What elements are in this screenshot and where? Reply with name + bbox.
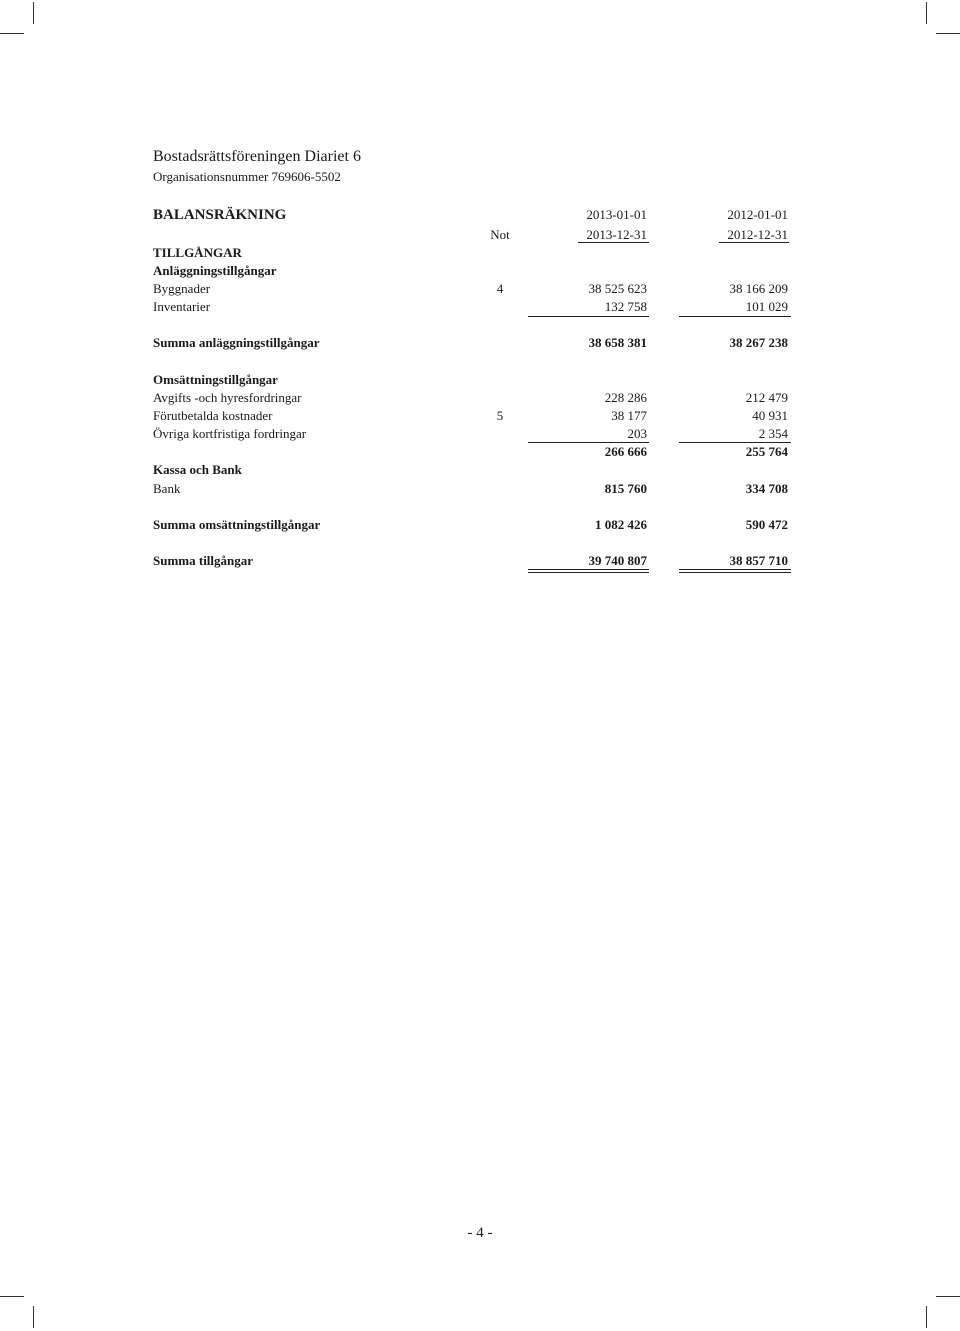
fixed-sum-label: Summa anläggningstillgångar	[153, 335, 320, 350]
table-row	[0, 407, 960, 425]
receivables-sum-2013: 266 666	[604, 444, 647, 459]
period-row	[0, 226, 960, 244]
crop-mark	[33, 1306, 34, 1328]
crop-mark	[936, 1296, 960, 1297]
fixed-assets-heading: Anläggningstillgångar	[153, 263, 277, 278]
table-row	[0, 425, 960, 443]
current-sum-2013: 1 082 426	[595, 517, 647, 532]
table-row	[0, 389, 960, 407]
subtotal-line	[528, 316, 649, 317]
current-heading-row	[0, 371, 960, 389]
row-value-2012: 40 931	[752, 408, 788, 423]
current-assets-heading: Omsättningstillgångar	[153, 372, 278, 387]
fixed-heading-row	[0, 262, 960, 280]
crop-mark	[936, 33, 960, 34]
row-value-2013: 132 758	[604, 299, 647, 314]
current-sum-row	[0, 516, 960, 534]
receivables-sum-row	[0, 443, 960, 461]
crop-mark	[926, 1306, 927, 1328]
total-label: Summa tillgångar	[153, 553, 254, 568]
not-label: Not	[490, 227, 510, 242]
fixed-sum-2013: 38 658 381	[588, 335, 647, 350]
assets-heading: TILLGÅNGAR	[153, 245, 242, 260]
row-label: Förutbetalda kostnader	[153, 408, 273, 423]
row-value-2012: 101 029	[745, 299, 788, 314]
current-sum-2012: 590 472	[745, 517, 788, 532]
col1-header-underline	[578, 242, 649, 243]
row-note: 4	[496, 281, 504, 296]
bank-2012: 334 708	[745, 481, 788, 496]
table-row	[0, 480, 960, 498]
total-double-line	[528, 572, 649, 573]
crop-mark	[0, 1296, 24, 1297]
row-label: Avgifts -och hyresfordringar	[153, 390, 302, 405]
subtotal-line	[679, 316, 791, 317]
balance-title: BALANSRÄKNING	[153, 207, 287, 223]
col2-from: 2012-01-01	[727, 207, 788, 222]
org-name: Bostadsrättsföreningen Diariet 6	[153, 148, 361, 165]
table-row	[0, 280, 960, 298]
row-value-2012: 2 354	[758, 426, 788, 441]
balance-title-row	[0, 206, 960, 224]
col1-from: 2013-01-01	[586, 207, 647, 222]
row-value-2012: 212 479	[745, 390, 788, 405]
current-sum-label: Summa omsättningstillgångar	[153, 517, 321, 532]
table-row	[0, 298, 960, 316]
row-label: Inventarier	[153, 299, 211, 314]
row-value-2013: 203	[627, 426, 647, 441]
assets-heading-row	[0, 244, 960, 262]
total-2012: 38 857 710	[729, 553, 788, 568]
row-value-2013: 38 177	[611, 408, 647, 423]
total-row	[0, 552, 960, 570]
crop-mark	[0, 33, 24, 34]
row-label: Övriga kortfristiga fordringar	[153, 426, 307, 441]
row-note: 5	[496, 408, 504, 423]
row-value-2013: 38 525 623	[588, 281, 647, 296]
fixed-sum-2012: 38 267 238	[729, 335, 788, 350]
cash-heading-row	[0, 461, 960, 479]
total-double-line	[679, 569, 791, 570]
col1-to: 2013-12-31	[586, 227, 647, 242]
total-double-line	[528, 569, 649, 570]
fixed-sum-row	[0, 334, 960, 352]
row-label: Byggnader	[153, 281, 211, 296]
total-2013: 39 740 807	[588, 553, 647, 568]
cash-heading: Kassa och Bank	[153, 462, 242, 477]
col2-to: 2012-12-31	[727, 227, 788, 242]
total-double-line	[679, 572, 791, 573]
row-value-2012: 38 166 209	[729, 281, 788, 296]
crop-mark	[926, 2, 927, 24]
crop-mark	[33, 2, 34, 24]
page-number: - 4 -	[467, 1225, 493, 1241]
col2-header-underline	[719, 242, 789, 243]
bank-2013: 815 760	[604, 481, 647, 496]
receivables-sum-2012: 255 764	[745, 444, 788, 459]
row-value-2013: 228 286	[604, 390, 647, 405]
row-label: Bank	[153, 481, 181, 496]
org-number: Organisationsnummer 769606-5502	[153, 169, 341, 184]
